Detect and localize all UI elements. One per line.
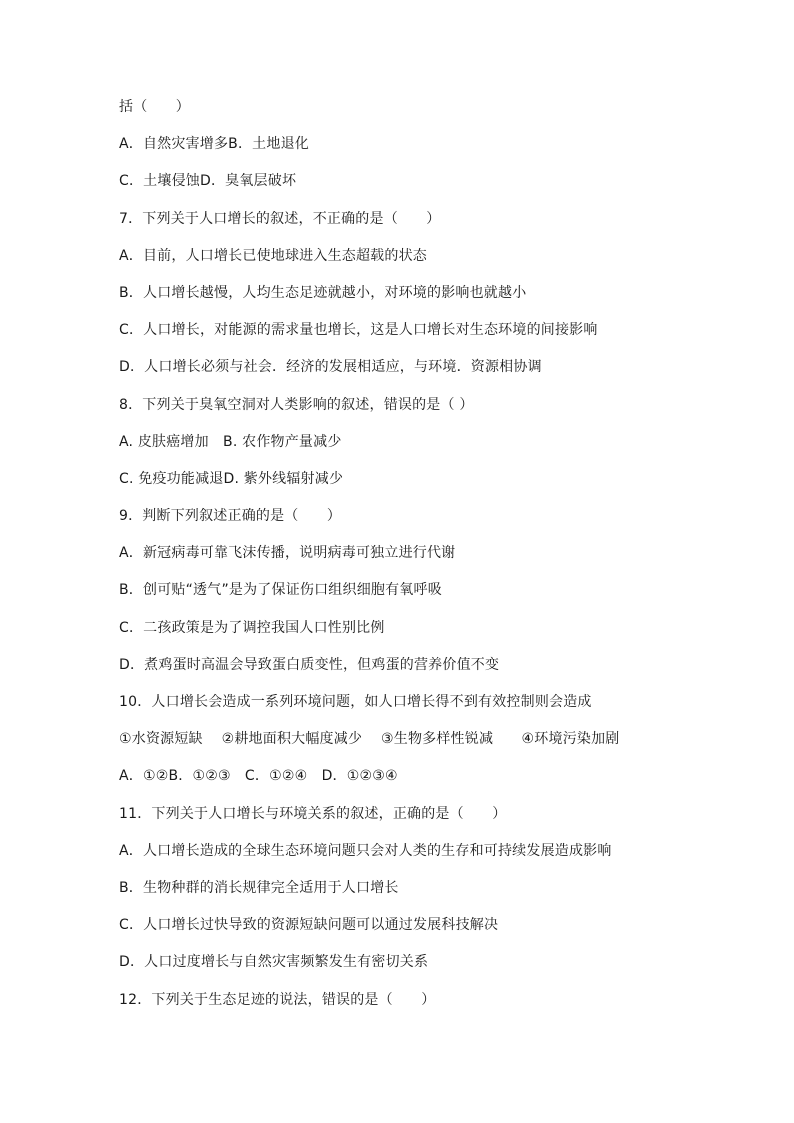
- text-line: 括（ ）: [119, 99, 190, 115]
- option-line: D．人口增长必须与社会．经济的发展相适应，与环境．资源相协调: [119, 359, 542, 376]
- question-text-block: [119, 96, 739, 1026]
- option-line: C．人口增长过快导致的资源短缺问题可以通过发展科技解决: [119, 917, 499, 934]
- option-line: A．人口增长造成的全球生态环境问题只会对人类的生存和可持续发展造成影响: [119, 842, 612, 859]
- option-line: D．煮鸡蛋时高温会导致蛋白质变性，但鸡蛋的营养价值不变: [119, 656, 500, 673]
- option-line: A．目前，人口增长已使地球进入生态超载的状态: [119, 247, 427, 264]
- question-7: 7．下列关于人口增长的叙述，不正确的是（ ）: [119, 210, 441, 227]
- option-line: D．人口过度增长与自然灾害频繁发生有密切关系: [119, 954, 429, 971]
- question-12: 12．下列关于生态足迹的说法，错误的是（ ）: [119, 991, 436, 1008]
- item-list-line: ①水资源短缺 ②耕地面积大幅度减少 ③生物多样性锐减 ④环境污染加剧: [119, 731, 620, 748]
- option-line: B．人口增长越慢，人均生态足迹就越小，对环境的影响也就越小: [119, 284, 527, 301]
- option-line: B．生物种群的消长规律完全适用于人口增长: [119, 879, 399, 896]
- option-line: C. 免疫功能减退D. 紫外线辐射减少: [119, 470, 344, 487]
- question-8: 8．下列关于臭氧空洞对人类影响的叙述，错误的是（ ）: [119, 396, 474, 413]
- option-line: A．①②B．①②③ C．①②④ D．①②③④: [119, 768, 398, 785]
- question-10: 10．人口增长会造成一系列环境问题，如人口增长得不到有效控制则会造成: [119, 694, 592, 710]
- option-line: A．新冠病毒可靠飞沫传播，说明病毒可独立进行代谢: [119, 545, 456, 562]
- option-line: A. 皮肤癌增加 B. 农作物产量减少: [119, 433, 342, 450]
- option-line: C．土壤侵蚀D．臭氧层破坏: [119, 173, 297, 190]
- question-9: 9．判断下列叙述正确的是（ ）: [119, 508, 342, 525]
- option-line: C．人口增长，对能源的需求量也增长，这是人口增长对生态环境的间接影响: [119, 322, 598, 339]
- option-line: C．二孩政策是为了调控我国人口性别比例: [119, 619, 385, 636]
- option-line: B．创可贴“透气”是为了保证伤口组织细胞有氧呼吸: [119, 582, 442, 599]
- option-line: A．自然灾害增多B．土地退化: [119, 136, 309, 153]
- question-11: 11．下列关于人口增长与环境关系的叙述，正确的是（ ）: [119, 805, 507, 822]
